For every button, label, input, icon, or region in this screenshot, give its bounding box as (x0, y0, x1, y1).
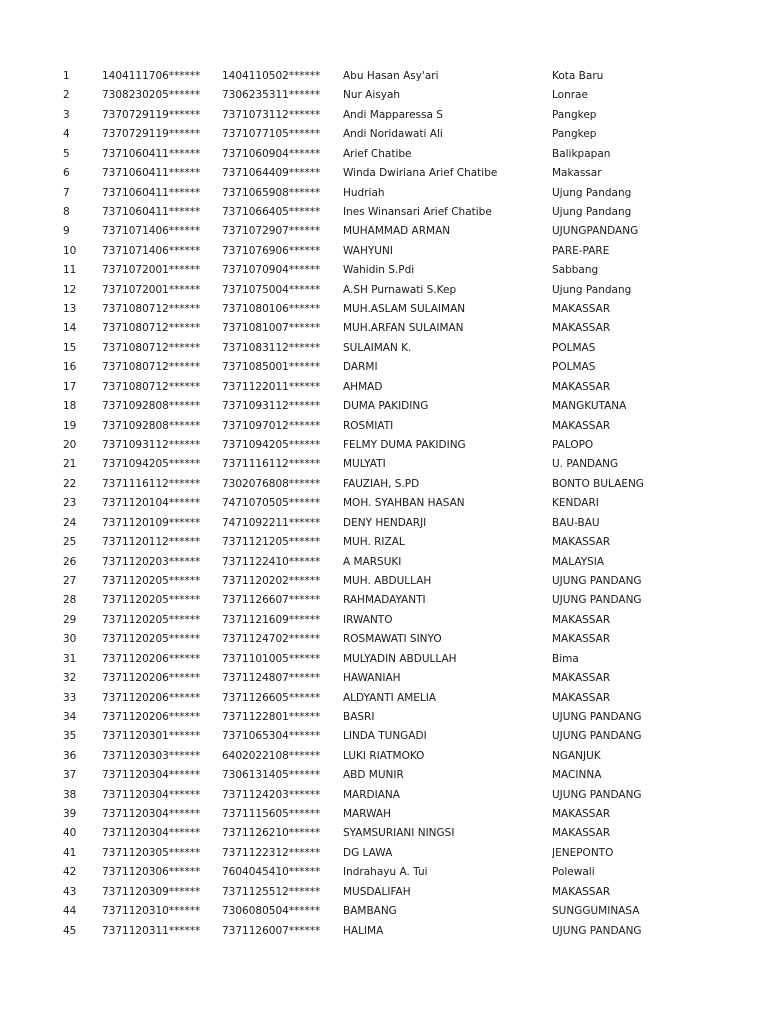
id-number: 7306235311****** (222, 89, 321, 102)
family-card-number: 7371120203****** (102, 555, 201, 568)
family-card-number: 7371071406****** (102, 244, 201, 257)
id-number: 7371081007****** (222, 322, 321, 335)
birth-place: Pangkep (552, 108, 597, 121)
family-card-number: 7371080712****** (102, 380, 201, 393)
birth-place: MAKASSAR (552, 322, 611, 335)
table-row (0, 339, 768, 358)
birth-place: MAKASSAR (552, 303, 611, 316)
birth-place: Makassar (552, 167, 602, 180)
row-number: 38 (63, 788, 77, 801)
family-card-number: 7371120304****** (102, 827, 201, 840)
id-number: 7471070505****** (222, 497, 321, 510)
table-row (0, 883, 768, 902)
family-card-number: 7371120104****** (102, 497, 201, 510)
row-number: 20 (63, 439, 77, 452)
table-row (0, 689, 768, 708)
row-number: 9 (63, 225, 70, 238)
family-card-number: 7370729119****** (102, 128, 201, 141)
row-number: 2 (63, 89, 70, 102)
family-card-number: 7371092808****** (102, 400, 201, 413)
family-card-number: 7371120310****** (102, 905, 201, 918)
id-number: 7371066405****** (222, 205, 321, 218)
family-card-number: 7371120206****** (102, 691, 201, 704)
row-number: 40 (63, 827, 77, 840)
row-number: 13 (63, 303, 77, 316)
person-name: MOH. SYAHBAN HASAN (343, 497, 465, 510)
table-row (0, 475, 768, 494)
table-row (0, 222, 768, 241)
person-name: ABD MUNIR (343, 769, 404, 782)
id-number: 7371116112****** (222, 458, 321, 471)
person-name: LUKI RIATMOKO (343, 749, 425, 762)
table-row (0, 300, 768, 319)
family-card-number: 7371120311****** (102, 924, 201, 937)
row-number: 18 (63, 400, 77, 413)
id-number: 1404110502****** (222, 70, 321, 82)
row-number: 35 (63, 730, 77, 743)
person-name: A MARSUKI (343, 555, 402, 568)
family-card-number: 7371080712****** (102, 303, 201, 316)
person-name: BAMBANG (343, 905, 397, 918)
id-number: 7371122801****** (222, 710, 321, 723)
row-number: 22 (63, 477, 77, 490)
person-name: Abu Hasan Asy'ari (343, 70, 439, 82)
table-row (0, 805, 768, 824)
table-row (0, 242, 768, 261)
family-card-number: 7371060411****** (102, 205, 201, 218)
family-card-number: 7371120205****** (102, 574, 201, 587)
row-number: 6 (63, 167, 70, 180)
birth-place: UJUNGPANDANG (552, 225, 639, 238)
person-name: IRWANTO (343, 613, 393, 626)
birth-place: UJUNG PANDANG (552, 710, 642, 723)
person-name: LINDA TUNGADI (343, 730, 427, 743)
family-card-number: 7371120309****** (102, 885, 201, 898)
family-card-number: 7371072001****** (102, 283, 201, 296)
id-number: 7371093112****** (222, 400, 321, 413)
table-row (0, 824, 768, 843)
id-number: 7371121609****** (222, 613, 321, 626)
person-name: Hudriah (343, 186, 385, 199)
person-name: DUMA PAKIDING (343, 400, 429, 413)
person-name: SULAIMAN K. (343, 341, 412, 354)
family-card-number: 7371120206****** (102, 710, 201, 723)
birth-place: SUNGGUMINASA (552, 905, 640, 918)
table-row (0, 572, 768, 591)
person-name: MUSDALIFAH (343, 885, 411, 898)
person-name: AHMAD (343, 380, 383, 393)
id-number: 7371124807****** (222, 672, 321, 685)
person-name: MUH.ARFAN SULAIMAN (343, 322, 464, 335)
family-card-number: 1404111706****** (102, 70, 201, 82)
birth-place: MAKASSAR (552, 885, 611, 898)
id-number: 7371085001****** (222, 361, 321, 374)
person-name: Winda Dwiriana Arief Chatibe (343, 167, 498, 180)
id-number: 7371122011****** (222, 380, 321, 393)
id-number: 7371124203****** (222, 788, 321, 801)
row-number: 41 (63, 846, 77, 859)
id-number: 7371060904****** (222, 147, 321, 160)
birth-place: Polewali (552, 866, 595, 879)
family-card-number: 7371120303****** (102, 749, 201, 762)
person-name: DG LAWA (343, 846, 393, 859)
id-number: 7371122312****** (222, 846, 321, 859)
person-name: HALIMA (343, 924, 384, 937)
birth-place: MAKASSAR (552, 536, 611, 549)
table-row (0, 727, 768, 746)
birth-place: MAKASSAR (552, 380, 611, 393)
row-number: 30 (63, 633, 77, 646)
family-card-number: 7371120206****** (102, 672, 201, 685)
birth-place: Bima (552, 652, 579, 665)
family-card-number: 7371094205****** (102, 458, 201, 471)
row-number: 45 (63, 924, 77, 937)
person-name: Andi Noridawati Ali (343, 128, 443, 141)
family-card-number: 7371120205****** (102, 594, 201, 607)
table-row (0, 86, 768, 105)
row-number: 34 (63, 710, 77, 723)
table-row (0, 553, 768, 572)
row-number: 44 (63, 905, 77, 918)
row-number: 31 (63, 652, 77, 665)
person-name: Arief Chatibe (343, 147, 412, 160)
person-name: MULYATI (343, 458, 386, 471)
data-table (0, 67, 768, 941)
birth-place: MAKASSAR (552, 827, 611, 840)
person-name: MUH. ABDULLAH (343, 574, 432, 587)
family-card-number: 7371120305****** (102, 846, 201, 859)
family-card-number: 7371120205****** (102, 613, 201, 626)
birth-place: MALAYSIA (552, 555, 605, 568)
family-card-number: 7371072001****** (102, 264, 201, 277)
id-number: 7371115605****** (222, 808, 321, 821)
birth-place: POLMAS (552, 341, 596, 354)
table-row (0, 164, 768, 183)
birth-place: Sabbang (552, 264, 599, 277)
table-row (0, 67, 768, 86)
family-card-number: 7371080712****** (102, 322, 201, 335)
id-number: 7371126607****** (222, 594, 321, 607)
birth-place: PALOPO (552, 439, 594, 452)
table-row (0, 125, 768, 144)
row-number: 17 (63, 380, 77, 393)
id-number: 7371126605****** (222, 691, 321, 704)
table-row (0, 261, 768, 280)
birth-place: MAKASSAR (552, 808, 611, 821)
id-number: 7371065908****** (222, 186, 321, 199)
family-card-number: 7371120205****** (102, 633, 201, 646)
row-number: 12 (63, 283, 77, 296)
row-number: 28 (63, 594, 77, 607)
family-card-number: 7371080712****** (102, 361, 201, 374)
table-row (0, 708, 768, 727)
row-number: 39 (63, 808, 77, 821)
row-number: 29 (63, 613, 77, 626)
id-number: 7471092211****** (222, 516, 321, 529)
table-row (0, 669, 768, 688)
row-number: 8 (63, 205, 70, 218)
birth-place: UJUNG PANDANG (552, 788, 642, 801)
birth-place: Kota Baru (552, 70, 604, 82)
table-row (0, 630, 768, 649)
row-number: 25 (63, 536, 77, 549)
family-card-number: 7371060411****** (102, 167, 201, 180)
table-row (0, 106, 768, 125)
row-number: 3 (63, 108, 70, 121)
row-number: 42 (63, 866, 77, 879)
birth-place: U. PANDANG (552, 458, 619, 471)
person-name: MULYADIN ABDULLAH (343, 652, 457, 665)
row-number: 11 (63, 264, 77, 277)
family-card-number: 7371060411****** (102, 186, 201, 199)
table-row (0, 766, 768, 785)
person-name: ROSMAWATI SINYO (343, 633, 442, 646)
id-number: 7371080106****** (222, 303, 321, 316)
person-name: Wahidin S.Pdi (343, 264, 415, 277)
id-number: 7371073112****** (222, 108, 321, 121)
birth-place: MACINNA (552, 769, 602, 782)
row-number: 5 (63, 147, 70, 160)
family-card-number: 7371120206****** (102, 652, 201, 665)
table-row (0, 922, 768, 941)
id-number: 7371076906****** (222, 244, 321, 257)
family-card-number: 7371120109****** (102, 516, 201, 529)
family-card-number: 7371120306****** (102, 866, 201, 879)
id-number: 7371094205****** (222, 439, 321, 452)
id-number: 7371126210****** (222, 827, 321, 840)
id-number: 7371097012****** (222, 419, 321, 432)
table-row (0, 591, 768, 610)
birth-place: MAKASSAR (552, 419, 611, 432)
id-number: 7371083112****** (222, 341, 321, 354)
family-card-number: 7371071406****** (102, 225, 201, 238)
person-name: HAWANIAH (343, 672, 401, 685)
birth-place: Ujung Pandang (552, 205, 632, 218)
row-number: 33 (63, 691, 77, 704)
id-number: 7371077105****** (222, 128, 321, 141)
birth-place: BONTO BULAENG (552, 477, 644, 490)
person-name: MARWAH (343, 808, 391, 821)
table-row (0, 397, 768, 416)
person-name: BASRI (343, 710, 375, 723)
birth-place: UJUNG PANDANG (552, 730, 642, 743)
birth-place: Ujung Pandang (552, 186, 632, 199)
person-name: WAHYUNI (343, 244, 393, 257)
birth-place: KENDARI (552, 497, 599, 510)
table-row (0, 378, 768, 397)
family-card-number: 7371092808****** (102, 419, 201, 432)
table-row (0, 319, 768, 338)
birth-place: UJUNG PANDANG (552, 594, 642, 607)
row-number: 32 (63, 672, 77, 685)
family-card-number: 7371120304****** (102, 808, 201, 821)
person-name: MUHAMMAD ARMAN (343, 225, 451, 238)
row-number: 15 (63, 341, 77, 354)
row-number: 14 (63, 322, 77, 335)
person-name: MARDIANA (343, 788, 400, 801)
id-number: 7371124702****** (222, 633, 321, 646)
id-number: 7371125512****** (222, 885, 321, 898)
row-number: 23 (63, 497, 77, 510)
birth-place: Pangkep (552, 128, 597, 141)
birth-place: MAKASSAR (552, 633, 611, 646)
id-number: 7604045410****** (222, 866, 321, 879)
id-number: 7306131405****** (222, 769, 321, 782)
birth-place: Ujung Pandang (552, 283, 632, 296)
family-card-number: 7371080712****** (102, 341, 201, 354)
row-number: 43 (63, 885, 77, 898)
row-number: 4 (63, 128, 70, 141)
person-name: Indrahayu A. Tui (343, 866, 428, 879)
id-number: 7371070904****** (222, 264, 321, 277)
person-name: ALDYANTI AMELIA (343, 691, 437, 704)
person-name: Andi Mapparessa S (343, 108, 443, 121)
person-name: MUH. RIZAL (343, 536, 405, 549)
row-number: 21 (63, 458, 77, 471)
row-number: 27 (63, 574, 77, 587)
family-card-number: 7371093112****** (102, 439, 201, 452)
family-card-number: 7370729119****** (102, 108, 201, 121)
table-row (0, 281, 768, 300)
family-card-number: 7308230205****** (102, 89, 201, 102)
table-row (0, 747, 768, 766)
person-name: ROSMIATI (343, 419, 394, 432)
person-name: FELMY DUMA PAKIDING (343, 439, 466, 452)
birth-place: MANGKUTANA (552, 400, 627, 413)
table-row (0, 650, 768, 669)
id-number: 7371122410****** (222, 555, 321, 568)
id-number: 7302076808****** (222, 477, 321, 490)
id-number: 6402022108****** (222, 749, 321, 762)
row-number: 26 (63, 555, 77, 568)
id-number: 7371126007****** (222, 924, 321, 937)
birth-place: POLMAS (552, 361, 596, 374)
id-number: 7371072907****** (222, 225, 321, 238)
family-card-number: 7371120301****** (102, 730, 201, 743)
table-row (0, 203, 768, 222)
birth-place: MAKASSAR (552, 613, 611, 626)
birth-place: UJUNG PANDANG (552, 574, 642, 587)
birth-place: JENEPONTO (552, 846, 614, 859)
birth-place: NGANJUK (552, 749, 601, 762)
birth-place: MAKASSAR (552, 672, 611, 685)
row-number: 7 (63, 186, 70, 199)
table-row (0, 455, 768, 474)
row-number: 10 (63, 244, 77, 257)
person-name: RAHMADAYANTI (343, 594, 426, 607)
row-number: 19 (63, 419, 77, 432)
person-name: SYAMSURIANI NINGSI (343, 827, 455, 840)
row-number: 1 (63, 70, 70, 82)
table-row (0, 184, 768, 203)
table-row (0, 533, 768, 552)
family-card-number: 7371116112****** (102, 477, 201, 490)
row-number: 37 (63, 769, 77, 782)
birth-place: Lonrae (552, 89, 588, 102)
birth-place: MAKASSAR (552, 691, 611, 704)
table-row (0, 436, 768, 455)
person-name: A.SH Purnawati S.Kep (343, 283, 457, 296)
table-row (0, 786, 768, 805)
table-row (0, 863, 768, 882)
family-card-number: 7371120112****** (102, 536, 201, 549)
family-card-number: 7371120304****** (102, 788, 201, 801)
family-card-number: 7371120304****** (102, 769, 201, 782)
id-number: 7306080504****** (222, 905, 321, 918)
id-number: 7371065304****** (222, 730, 321, 743)
table-row (0, 494, 768, 513)
table-row (0, 145, 768, 164)
row-number: 16 (63, 361, 77, 374)
person-name: DARMI (343, 361, 378, 374)
table-row (0, 844, 768, 863)
family-card-number: 7371060411****** (102, 147, 201, 160)
person-name: FAUZIAH, S.PD (343, 477, 420, 490)
person-name: Ines Winansari Arief Chatibe (343, 205, 492, 218)
person-name: Nur Aisyah (343, 89, 401, 102)
row-number: 24 (63, 516, 77, 529)
table-row (0, 611, 768, 630)
table-row (0, 417, 768, 436)
table-row (0, 902, 768, 921)
birth-place: PARE-PARE (552, 244, 610, 257)
id-number: 7371064409****** (222, 167, 321, 180)
birth-place: Balikpapan (552, 147, 611, 160)
birth-place: BAU-BAU (552, 516, 600, 529)
id-number: 7371101005****** (222, 652, 321, 665)
birth-place: UJUNG PANDANG (552, 924, 642, 937)
id-number: 7371121205****** (222, 536, 321, 549)
row-number: 36 (63, 749, 77, 762)
table-row (0, 358, 768, 377)
id-number: 7371120202****** (222, 574, 321, 587)
id-number: 7371075004****** (222, 283, 321, 296)
person-name: MUH.ASLAM SULAIMAN (343, 303, 466, 316)
table-row (0, 514, 768, 533)
person-name: DENY HENDARJI (343, 516, 427, 529)
